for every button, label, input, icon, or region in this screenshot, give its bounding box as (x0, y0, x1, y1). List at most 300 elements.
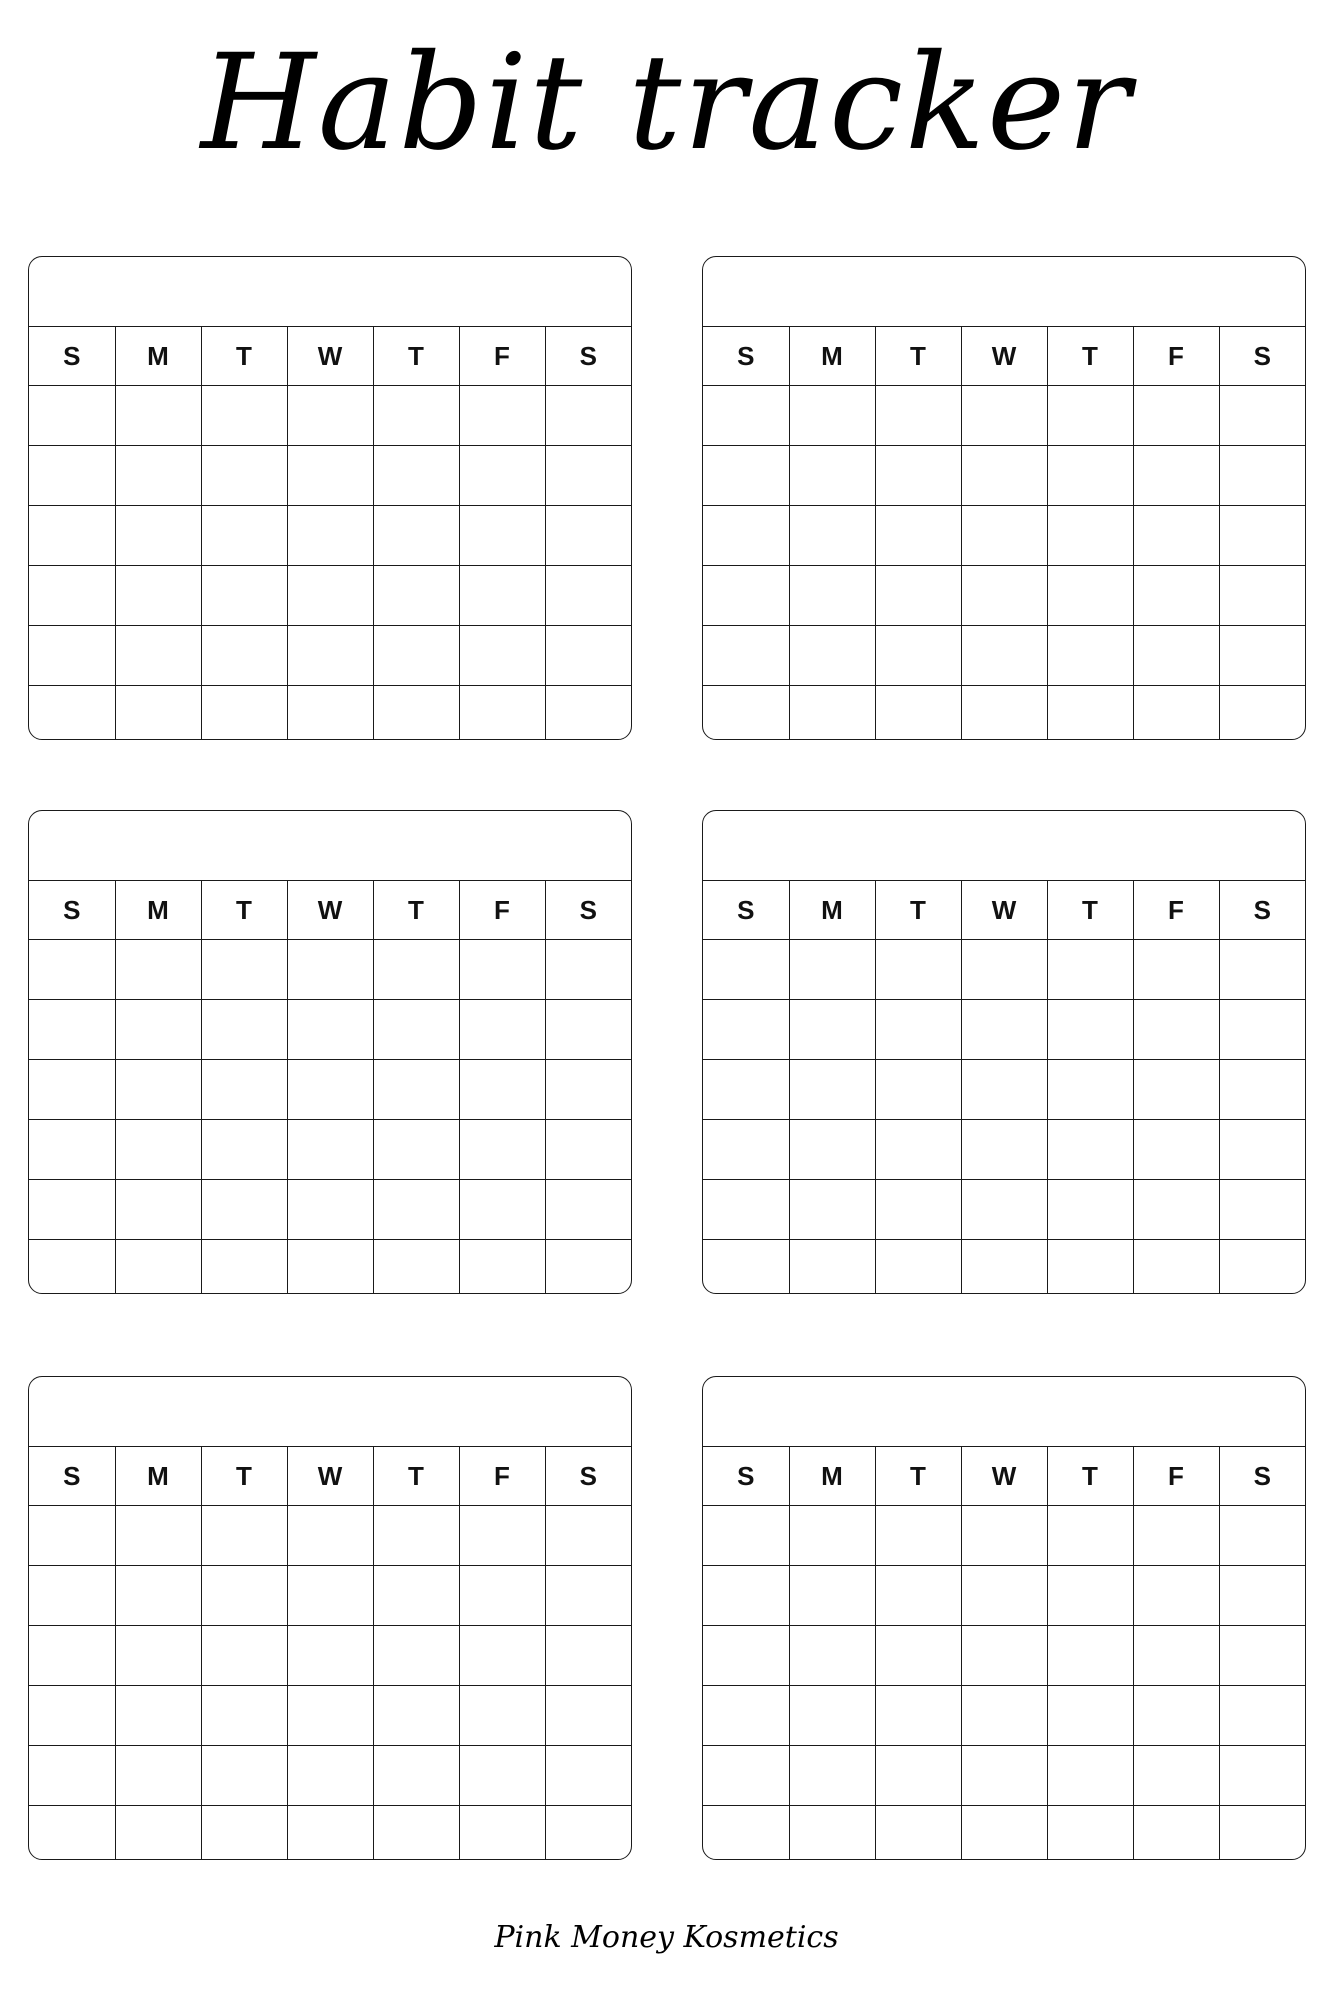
day-check-cell[interactable] (459, 1626, 545, 1686)
day-check-cell[interactable] (875, 1746, 961, 1806)
day-check-cell[interactable] (201, 1000, 287, 1060)
day-check-cell[interactable] (287, 386, 373, 446)
day-check-cell[interactable] (29, 1240, 115, 1295)
day-check-cell[interactable] (373, 506, 459, 566)
day-check-cell[interactable] (115, 1686, 201, 1746)
day-check-cell[interactable] (875, 1686, 961, 1746)
day-check-cell[interactable] (961, 1060, 1047, 1120)
day-check-cell[interactable] (1219, 686, 1305, 741)
day-check-cell[interactable] (1133, 686, 1219, 741)
day-check-cell[interactable] (201, 1806, 287, 1861)
day-check-cell[interactable] (115, 446, 201, 506)
week-row (703, 1566, 1305, 1626)
day-check-cell[interactable] (201, 1566, 287, 1626)
day-check-cell[interactable] (373, 446, 459, 506)
weekday-label: T (1047, 881, 1133, 940)
day-check-cell[interactable] (789, 566, 875, 626)
day-check-cell[interactable] (287, 1120, 373, 1180)
day-check-cell[interactable] (789, 1000, 875, 1060)
day-check-cell[interactable] (1219, 1806, 1305, 1861)
day-check-cell[interactable] (703, 386, 789, 446)
habit-name-field[interactable] (703, 811, 1305, 881)
day-check-cell[interactable] (29, 1120, 115, 1180)
day-check-cell[interactable] (875, 1000, 961, 1060)
day-check-cell[interactable] (201, 626, 287, 686)
day-check-cell[interactable] (29, 1626, 115, 1686)
day-check-cell[interactable] (789, 1120, 875, 1180)
day-check-cell[interactable] (373, 386, 459, 446)
day-check-cell[interactable] (789, 1626, 875, 1686)
habit-name-field[interactable] (703, 1377, 1305, 1447)
day-check-cell[interactable] (545, 1060, 631, 1120)
week-row (29, 1806, 631, 1861)
day-check-cell[interactable] (373, 1806, 459, 1861)
day-check-cell[interactable] (373, 940, 459, 1000)
day-check-cell[interactable] (703, 1686, 789, 1746)
habit-name-field[interactable] (29, 257, 631, 327)
day-check-cell[interactable] (459, 506, 545, 566)
day-check-cell[interactable] (1133, 1120, 1219, 1180)
week-row (703, 1060, 1305, 1120)
weekday-label: M (115, 881, 201, 940)
day-check-cell[interactable] (287, 506, 373, 566)
weekday-label: T (373, 1447, 459, 1506)
day-check-cell[interactable] (875, 386, 961, 446)
day-check-cell[interactable] (875, 446, 961, 506)
day-check-cell[interactable] (703, 1626, 789, 1686)
day-check-cell[interactable] (961, 1180, 1047, 1240)
day-check-cell[interactable] (459, 446, 545, 506)
day-check-cell[interactable] (373, 1060, 459, 1120)
day-check-cell[interactable] (1133, 1180, 1219, 1240)
day-check-cell[interactable] (1047, 1806, 1133, 1861)
day-check-cell[interactable] (875, 1806, 961, 1861)
day-check-cell[interactable] (201, 940, 287, 1000)
day-check-cell[interactable] (703, 1506, 789, 1566)
day-check-cell[interactable] (1219, 1746, 1305, 1806)
day-check-cell[interactable] (459, 1060, 545, 1120)
week-row (703, 386, 1305, 446)
day-check-cell[interactable] (29, 1566, 115, 1626)
day-check-cell[interactable] (1133, 1626, 1219, 1686)
weekday-header-row (703, 1447, 1305, 1506)
week-row (29, 686, 631, 741)
habit-tracker-5 (28, 1376, 632, 1860)
day-check-cell[interactable] (545, 446, 631, 506)
day-check-cell[interactable] (1133, 1240, 1219, 1295)
weekday-label: W (287, 1447, 373, 1506)
day-check-cell[interactable] (459, 940, 545, 1000)
day-check-cell[interactable] (29, 626, 115, 686)
weekday-header-row (703, 881, 1305, 940)
day-check-cell[interactable] (1133, 626, 1219, 686)
weekday-label: T (373, 327, 459, 386)
day-check-cell[interactable] (373, 1000, 459, 1060)
habit-name-field[interactable] (703, 257, 1305, 327)
day-check-cell[interactable] (789, 626, 875, 686)
day-check-cell[interactable] (29, 1060, 115, 1120)
day-check-cell[interactable] (875, 940, 961, 1000)
day-check-cell[interactable] (1219, 1506, 1305, 1566)
day-check-cell[interactable] (29, 1686, 115, 1746)
day-check-cell[interactable] (1047, 1626, 1133, 1686)
day-check-cell[interactable] (287, 686, 373, 741)
day-check-cell[interactable] (287, 1806, 373, 1861)
day-check-cell[interactable] (1133, 1060, 1219, 1120)
day-check-cell[interactable] (961, 566, 1047, 626)
day-check-cell[interactable] (373, 566, 459, 626)
day-check-cell[interactable] (201, 1746, 287, 1806)
day-check-cell[interactable] (1047, 1566, 1133, 1626)
day-check-cell[interactable] (29, 386, 115, 446)
day-check-cell[interactable] (789, 1180, 875, 1240)
day-check-cell[interactable] (703, 1806, 789, 1861)
day-check-cell[interactable] (201, 1120, 287, 1180)
day-check-cell[interactable] (1047, 1240, 1133, 1295)
day-check-cell[interactable] (703, 626, 789, 686)
day-check-cell[interactable] (545, 626, 631, 686)
day-check-cell[interactable] (961, 386, 1047, 446)
day-check-cell[interactable] (703, 940, 789, 1000)
day-check-cell[interactable] (789, 1566, 875, 1626)
week-row (703, 1000, 1305, 1060)
day-check-cell[interactable] (29, 1506, 115, 1566)
day-check-cell[interactable] (459, 1240, 545, 1295)
day-check-cell[interactable] (961, 626, 1047, 686)
day-check-cell[interactable] (115, 1180, 201, 1240)
day-check-cell[interactable] (545, 1506, 631, 1566)
day-check-cell[interactable] (29, 940, 115, 1000)
week-row (29, 1180, 631, 1240)
week-row (29, 386, 631, 446)
day-check-cell[interactable] (115, 1626, 201, 1686)
day-check-cell[interactable] (961, 1120, 1047, 1180)
day-check-cell[interactable] (1219, 1626, 1305, 1686)
day-check-cell[interactable] (875, 506, 961, 566)
day-check-cell[interactable] (961, 686, 1047, 741)
day-check-cell[interactable] (1133, 1000, 1219, 1060)
day-check-cell[interactable] (201, 386, 287, 446)
day-check-cell[interactable] (201, 506, 287, 566)
day-check-cell[interactable] (875, 626, 961, 686)
day-check-cell[interactable] (789, 446, 875, 506)
day-check-cell[interactable] (545, 1566, 631, 1626)
day-check-cell[interactable] (115, 940, 201, 1000)
day-check-cell[interactable] (1047, 566, 1133, 626)
day-check-cell[interactable] (373, 1506, 459, 1566)
day-check-cell[interactable] (1047, 1686, 1133, 1746)
weekday-label: S (1219, 1447, 1305, 1506)
day-check-cell[interactable] (115, 686, 201, 741)
day-check-cell[interactable] (373, 1686, 459, 1746)
day-check-cell[interactable] (201, 1240, 287, 1295)
day-check-cell[interactable] (875, 566, 961, 626)
week-row (703, 1506, 1305, 1566)
day-check-cell[interactable] (789, 1806, 875, 1861)
day-check-cell[interactable] (29, 1180, 115, 1240)
day-check-cell[interactable] (373, 1746, 459, 1806)
day-check-cell[interactable] (115, 1506, 201, 1566)
day-check-cell[interactable] (459, 686, 545, 741)
day-check-cell[interactable] (961, 446, 1047, 506)
day-check-cell[interactable] (789, 686, 875, 741)
day-check-cell[interactable] (1219, 1120, 1305, 1180)
day-check-cell[interactable] (115, 1746, 201, 1806)
day-check-cell[interactable] (1219, 386, 1305, 446)
day-check-cell[interactable] (545, 1000, 631, 1060)
day-check-cell[interactable] (1047, 686, 1133, 741)
day-check-cell[interactable] (29, 1000, 115, 1060)
day-check-cell[interactable] (789, 1686, 875, 1746)
day-check-cell[interactable] (115, 1120, 201, 1180)
day-check-cell[interactable] (703, 566, 789, 626)
day-check-cell[interactable] (875, 1060, 961, 1120)
week-row (703, 1240, 1305, 1295)
day-check-cell[interactable] (1219, 506, 1305, 566)
day-check-cell[interactable] (29, 506, 115, 566)
day-check-cell[interactable] (373, 1240, 459, 1295)
day-check-cell[interactable] (1047, 1000, 1133, 1060)
day-check-cell[interactable] (1047, 1060, 1133, 1120)
day-check-cell[interactable] (287, 1566, 373, 1626)
day-check-cell[interactable] (545, 386, 631, 446)
brand-footer: Pink Money Kosmetics (494, 1920, 839, 1955)
day-check-cell[interactable] (201, 566, 287, 626)
day-check-cell[interactable] (115, 566, 201, 626)
day-check-cell[interactable] (1047, 1120, 1133, 1180)
day-check-cell[interactable] (373, 1626, 459, 1686)
week-grid (29, 327, 631, 740)
day-check-cell[interactable] (201, 446, 287, 506)
day-check-cell[interactable] (961, 1566, 1047, 1626)
day-check-cell[interactable] (29, 446, 115, 506)
day-check-cell[interactable] (545, 1626, 631, 1686)
day-check-cell[interactable] (287, 1180, 373, 1240)
day-check-cell[interactable] (373, 1180, 459, 1240)
week-row (29, 446, 631, 506)
week-row (703, 446, 1305, 506)
day-check-cell[interactable] (961, 1240, 1047, 1295)
day-check-cell[interactable] (875, 1180, 961, 1240)
day-check-cell[interactable] (287, 626, 373, 686)
day-check-cell[interactable] (1133, 1686, 1219, 1746)
day-check-cell[interactable] (703, 1000, 789, 1060)
day-check-cell[interactable] (459, 1566, 545, 1626)
day-check-cell[interactable] (459, 1746, 545, 1806)
habit-tracker-1 (28, 256, 632, 740)
week-row (29, 1626, 631, 1686)
day-check-cell[interactable] (961, 1506, 1047, 1566)
day-check-cell[interactable] (545, 1806, 631, 1861)
day-check-cell[interactable] (961, 1746, 1047, 1806)
weekday-label: M (789, 327, 875, 386)
day-check-cell[interactable] (545, 1746, 631, 1806)
day-check-cell[interactable] (459, 1686, 545, 1746)
day-check-cell[interactable] (1047, 1506, 1133, 1566)
week-row (703, 1686, 1305, 1746)
day-check-cell[interactable] (703, 1240, 789, 1295)
day-check-cell[interactable] (115, 1000, 201, 1060)
day-check-cell[interactable] (961, 1806, 1047, 1861)
day-check-cell[interactable] (29, 566, 115, 626)
day-check-cell[interactable] (545, 1120, 631, 1180)
day-check-cell[interactable] (29, 1746, 115, 1806)
day-check-cell[interactable] (201, 1180, 287, 1240)
day-check-cell[interactable] (287, 1626, 373, 1686)
day-check-cell[interactable] (703, 1060, 789, 1120)
day-check-cell[interactable] (115, 626, 201, 686)
day-check-cell[interactable] (459, 1120, 545, 1180)
day-check-cell[interactable] (29, 686, 115, 741)
day-check-cell[interactable] (1133, 1746, 1219, 1806)
day-check-cell[interactable] (287, 1686, 373, 1746)
day-check-cell[interactable] (1047, 626, 1133, 686)
day-check-cell[interactable] (703, 686, 789, 741)
day-check-cell[interactable] (1133, 940, 1219, 1000)
day-check-cell[interactable] (545, 1686, 631, 1746)
day-check-cell[interactable] (875, 1566, 961, 1626)
day-check-cell[interactable] (201, 1060, 287, 1120)
day-check-cell[interactable] (875, 1240, 961, 1295)
day-check-cell[interactable] (703, 1746, 789, 1806)
weekday-label: F (459, 327, 545, 386)
day-check-cell[interactable] (1047, 446, 1133, 506)
weekday-label: M (115, 1447, 201, 1506)
day-check-cell[interactable] (459, 566, 545, 626)
habit-name-field[interactable] (29, 1377, 631, 1447)
day-check-cell[interactable] (1219, 1240, 1305, 1295)
day-check-cell[interactable] (703, 506, 789, 566)
day-check-cell[interactable] (459, 1180, 545, 1240)
day-check-cell[interactable] (875, 686, 961, 741)
day-check-cell[interactable] (115, 1806, 201, 1861)
day-check-cell[interactable] (287, 1746, 373, 1806)
weekday-label: S (703, 327, 789, 386)
day-check-cell[interactable] (1047, 506, 1133, 566)
day-check-cell[interactable] (287, 566, 373, 626)
day-check-cell[interactable] (1133, 386, 1219, 446)
day-check-cell[interactable] (789, 506, 875, 566)
day-check-cell[interactable] (703, 446, 789, 506)
day-check-cell[interactable] (545, 1180, 631, 1240)
day-check-cell[interactable] (961, 1000, 1047, 1060)
day-check-cell[interactable] (459, 386, 545, 446)
day-check-cell[interactable] (373, 1566, 459, 1626)
day-check-cell[interactable] (201, 1626, 287, 1686)
weekday-label: S (1219, 881, 1305, 940)
day-check-cell[interactable] (1219, 1060, 1305, 1120)
day-check-cell[interactable] (287, 1000, 373, 1060)
weekday-label: S (29, 1447, 115, 1506)
day-check-cell[interactable] (287, 1060, 373, 1120)
day-check-cell[interactable] (459, 1806, 545, 1861)
week-grid (29, 1447, 631, 1860)
day-check-cell[interactable] (201, 1686, 287, 1746)
day-check-cell[interactable] (703, 1180, 789, 1240)
day-check-cell[interactable] (29, 1806, 115, 1861)
weekday-label: T (1047, 1447, 1133, 1506)
day-check-cell[interactable] (115, 1566, 201, 1626)
day-check-cell[interactable] (703, 1120, 789, 1180)
day-check-cell[interactable] (1047, 1180, 1133, 1240)
day-check-cell[interactable] (961, 1626, 1047, 1686)
weekday-label: T (201, 881, 287, 940)
day-check-cell[interactable] (1133, 1506, 1219, 1566)
day-check-cell[interactable] (115, 506, 201, 566)
day-check-cell[interactable] (789, 940, 875, 1000)
page-title: Habit tracker (200, 26, 1133, 180)
day-check-cell[interactable] (545, 566, 631, 626)
weekday-label: T (875, 1447, 961, 1506)
day-check-cell[interactable] (287, 940, 373, 1000)
week-row (703, 940, 1305, 1000)
day-check-cell[interactable] (373, 1120, 459, 1180)
day-check-cell[interactable] (545, 1240, 631, 1295)
day-check-cell[interactable] (201, 686, 287, 741)
day-check-cell[interactable] (115, 386, 201, 446)
habit-name-field[interactable] (29, 811, 631, 881)
day-check-cell[interactable] (287, 446, 373, 506)
day-check-cell[interactable] (789, 1746, 875, 1806)
day-check-cell[interactable] (1133, 446, 1219, 506)
day-check-cell[interactable] (459, 1000, 545, 1060)
day-check-cell[interactable] (789, 1060, 875, 1120)
day-check-cell[interactable] (1133, 1806, 1219, 1861)
weekday-label: F (459, 881, 545, 940)
day-check-cell[interactable] (961, 506, 1047, 566)
day-check-cell[interactable] (1219, 940, 1305, 1000)
day-check-cell[interactable] (1133, 566, 1219, 626)
day-check-cell[interactable] (961, 940, 1047, 1000)
day-check-cell[interactable] (1219, 1686, 1305, 1746)
day-check-cell[interactable] (1047, 386, 1133, 446)
day-check-cell[interactable] (961, 1686, 1047, 1746)
day-check-cell[interactable] (545, 940, 631, 1000)
day-check-cell[interactable] (1047, 940, 1133, 1000)
day-check-cell[interactable] (1219, 446, 1305, 506)
day-check-cell[interactable] (1219, 1000, 1305, 1060)
day-check-cell[interactable] (703, 1566, 789, 1626)
weekday-label: S (545, 1447, 631, 1506)
day-check-cell[interactable] (115, 1060, 201, 1120)
day-check-cell[interactable] (1133, 506, 1219, 566)
day-check-cell[interactable] (287, 1240, 373, 1295)
day-check-cell[interactable] (875, 1506, 961, 1566)
day-check-cell[interactable] (115, 1240, 201, 1295)
day-check-cell[interactable] (459, 626, 545, 686)
day-check-cell[interactable] (1219, 626, 1305, 686)
day-check-cell[interactable] (1133, 1566, 1219, 1626)
day-check-cell[interactable] (459, 1506, 545, 1566)
day-check-cell[interactable] (1219, 1566, 1305, 1626)
day-check-cell[interactable] (789, 1506, 875, 1566)
day-check-cell[interactable] (545, 686, 631, 741)
day-check-cell[interactable] (875, 1626, 961, 1686)
day-check-cell[interactable] (789, 386, 875, 446)
day-check-cell[interactable] (545, 506, 631, 566)
day-check-cell[interactable] (373, 626, 459, 686)
day-check-cell[interactable] (1047, 1746, 1133, 1806)
day-check-cell[interactable] (201, 1506, 287, 1566)
day-check-cell[interactable] (875, 1120, 961, 1180)
weekday-label: W (287, 881, 373, 940)
day-check-cell[interactable] (287, 1506, 373, 1566)
day-check-cell[interactable] (1219, 566, 1305, 626)
day-check-cell[interactable] (373, 686, 459, 741)
day-check-cell[interactable] (789, 1240, 875, 1295)
weekday-label: S (29, 881, 115, 940)
day-check-cell[interactable] (1219, 1180, 1305, 1240)
